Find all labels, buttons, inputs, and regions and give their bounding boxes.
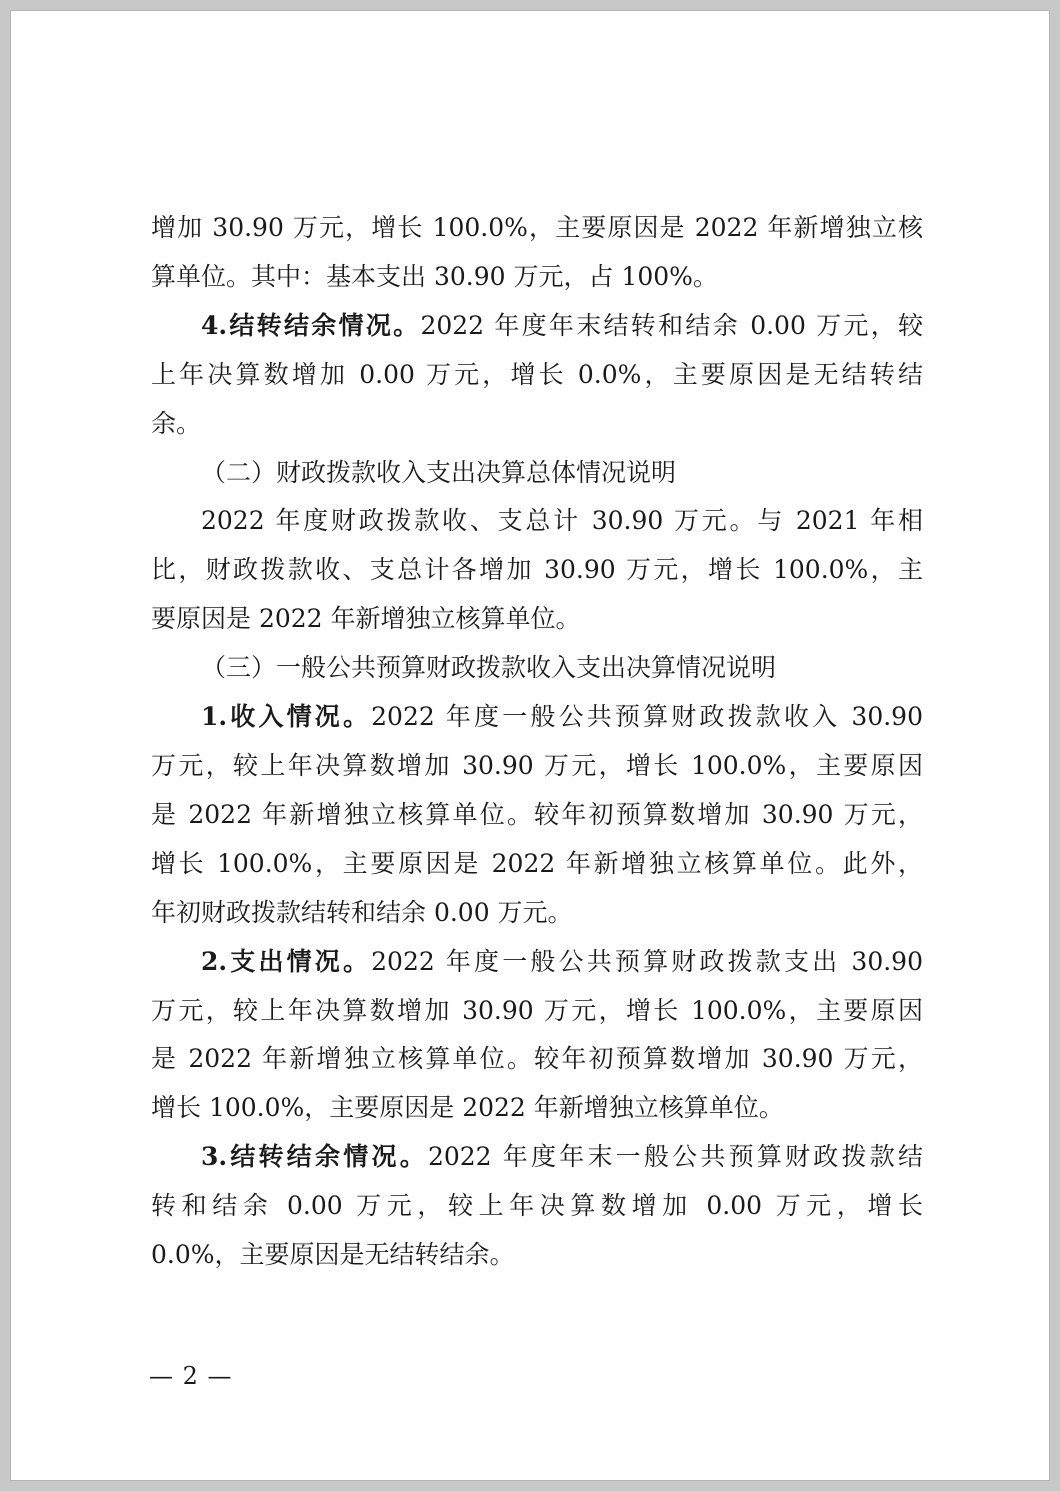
paragraph-expenditure [151, 938, 923, 1134]
text-line: 是 2022 年新增独立核算单位。较年初预算数增加 30.90 万元， [151, 799, 923, 829]
text-span: 2022 年度一般公共预算财政拨款支出 30.90 [371, 946, 923, 976]
text-line: 增长 100.0%，主要原因是 2022 年新增独立核算单位。此外， [151, 848, 923, 878]
text-line: 算单位。其中：基本支出 30.90 万元，占 100%。 [151, 261, 718, 291]
text-line: 转和结余 0.00 万元，较上年决算数增加 0.00 万元，增长 [151, 1191, 923, 1221]
paragraph-income [151, 693, 923, 938]
text-line: 是 2022 年新增独立核算单位。较年初预算数增加 30.90 万元， [151, 1044, 923, 1074]
section-heading: （二）财政拨款收入支出决算总体情况说明 [201, 457, 677, 487]
text-line: 要原因是 2022 年新增独立核算单位。 [151, 604, 581, 634]
paragraph-general-carryover [151, 1133, 923, 1280]
section-lead: 3.结转结余情况。 [201, 1142, 428, 1172]
paragraph-continuation [151, 204, 923, 302]
section-heading: （三）一般公共预算财政拨款收入支出决算情况说明 [201, 653, 777, 683]
text-line: 余。 [151, 408, 202, 438]
text-line: 万元，较上年决算数增加 30.90 万元，增长 100.0%，主要原因 [151, 750, 923, 780]
paragraph-fiscal-total [151, 497, 923, 644]
text-line: 2022 年度财政拨款收、支总计 30.90 万元。与 2021 年相 [201, 506, 923, 536]
section-lead: 1.收入情况。 [201, 702, 372, 732]
text-line: 年初财政拨款结转和结余 0.00 万元。 [151, 897, 573, 927]
text-line [151, 693, 923, 742]
document-body [151, 204, 923, 1280]
text-line [151, 1133, 923, 1182]
document-page [10, 10, 1050, 1481]
text-span: 2022 年度年末结转和结余 0.00 万元，较 [420, 310, 923, 340]
text-line: 万元，较上年决算数增加 30.90 万元，增长 100.0%，主要原因 [151, 995, 923, 1025]
page-number: — 2 — [149, 1362, 233, 1390]
text-line: 增长 100.0%，主要原因是 2022 年新增独立核算单位。 [151, 1093, 784, 1123]
text-line [151, 302, 923, 351]
text-line: 上年决算数增加 0.00 万元，增长 0.0%，主要原因是无结转结 [151, 359, 923, 389]
section-lead: 4.结转结余情况。 [201, 310, 421, 340]
text-span: 2022 年度年末一般公共预算财政拨款结 [427, 1142, 923, 1172]
section-lead: 2.支出情况。 [201, 946, 372, 976]
text-span: 2022 年度一般公共预算财政拨款收入 30.90 [371, 702, 923, 732]
paragraph-carryover [151, 302, 923, 449]
text-line: 增加 30.90 万元，增长 100.0%，主要原因是 2022 年新增独立核 [151, 213, 923, 242]
text-line [151, 938, 923, 987]
text-line: 比，财政拨款收、支总计各增加 30.90 万元，增长 100.0%，主 [151, 555, 923, 585]
text-line: 0.0%，主要原因是无结转结余。 [151, 1240, 515, 1270]
